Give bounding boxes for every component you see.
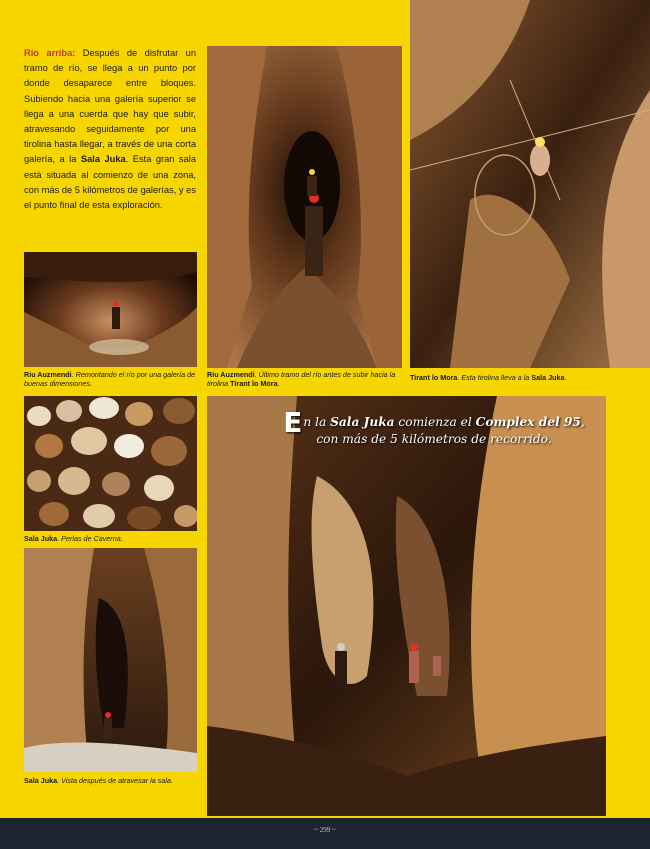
drop-cap: E: [283, 406, 303, 439]
overlay-bold-2: Complex del 95: [475, 415, 581, 429]
caption-text: . Vista después de atravesar la sala.: [57, 776, 173, 785]
photo-riu-auzmendi-river: [207, 46, 402, 368]
caption-text: . Último tramo del río antes de subir hacia la tirolina: [207, 370, 396, 388]
photo-sala-juka-large: [207, 396, 606, 816]
intro-sala-juka: Sala Juka: [80, 154, 126, 165]
caption-tirant-lo-mora: [410, 373, 642, 382]
overlay-text-2: comienza el: [394, 415, 476, 429]
photo-overlay-headline: [275, 406, 593, 448]
photo-tirant-lo-mora: [410, 0, 650, 368]
photo-riu-auzmendi-gallery: [24, 252, 197, 367]
photo-sala-juka-view: [24, 548, 197, 772]
overlay-text-1: n la: [303, 415, 331, 429]
caption-riu-auzmendi-1: [24, 370, 197, 388]
page-number: ~ 299 ~: [314, 826, 336, 834]
intro-lead: Río arriba:: [24, 48, 76, 58]
caption-bold-2: Sala Juka: [531, 373, 565, 382]
intro-text-1: Después de disfrutar un tramo de río, se llega a un punto por donde desaparece entre bloques. Subiendo hacia una galería superior se llega a una cuerda que hay que subir, atravesando seguidamente por una tirolina hasta llegar, a través de una corta galería, a la: [24, 48, 196, 165]
intro-paragraph: [24, 46, 196, 213]
caption-bold: Sala Juka: [24, 534, 58, 543]
caption-riu-auzmendi-2: [207, 370, 402, 388]
caption-perlas: [24, 534, 197, 543]
overlay-text-3: , con más de 5 kilómetros de recorrido.: [316, 415, 585, 446]
caption-bold: Riu Auzmendi: [24, 370, 72, 379]
caption-text: . Remontando el río por una galería de buenas dimensiones.: [24, 370, 196, 388]
caption-sala-juka-view: [24, 776, 197, 785]
caption-bold-2: Tirant lo Mora: [230, 379, 278, 388]
caption-text: . Esta tirolina lleva a la: [457, 373, 532, 382]
caption-end: .: [277, 379, 280, 388]
intro-text-2: . Esta gran sala está situada al comienzo de una zona, con más de 5 kilómetros de galerías, y es el punto final de esta exploración.: [24, 154, 196, 211]
photo-perlas-de-caverna: [24, 396, 197, 531]
caption-bold: Sala Juka: [24, 776, 58, 785]
caption-bold: Tirant lo Mora: [410, 373, 458, 382]
caption-end: .: [564, 373, 567, 382]
caption-bold: Riu Auzmendi: [207, 370, 255, 379]
caption-text: . Perlas de Caverna.: [57, 534, 123, 543]
overlay-bold-1: Sala Juka: [330, 415, 395, 429]
